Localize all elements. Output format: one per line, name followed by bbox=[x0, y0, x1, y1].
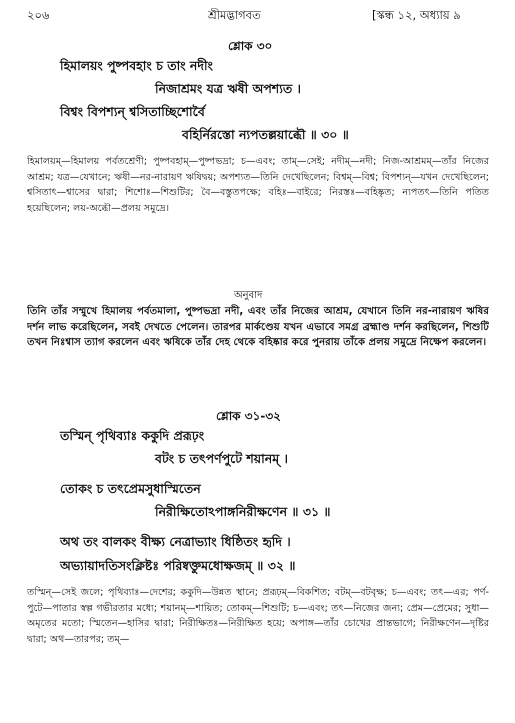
verse-30-line-2: নিজাশ্রমং যত্র ঋষী অপশ্যত । bbox=[155, 81, 302, 96]
verse-31-line-1: তস্মিন্ পৃথিব্যাঃ ককুদি প্ররূঢ়ং bbox=[60, 428, 205, 443]
translation-text: তিনি তাঁর সম্মুখে হিমালয় পর্বতমালা, পুষ্পভদ্রা নদী, এবং তাঁর নিজের আশ্রম, যেখানে তিনি নর-নারায়ণ ঋষির দর্শন লাভ করেছিলেন, সবই দেখতে পেলেন। তারপর মার্কণ্ডেয় যখন এভাবে সমগ্র ব্রহ্মাণ্ড দর্শন করছিলেন, শিশুটি তখন নিঃশ্বাস ত্যাগ করলেন এবং ঋষিকে তাঁর দেহ থেকে বহিষ্কার করে পুনরায় তাঁকে প্রলয় সমুদ্রে নিক্ষেপ করলেন। bbox=[27, 306, 489, 348]
verse-31-line-4: নিরীক্ষিতোঽপাঙ্গনিরীক্ষণেন ॥ ৩১ ॥ bbox=[155, 504, 331, 519]
verse-30-line-1: হিমালয়ং পুষ্পবহাং চ তাং নদীং bbox=[60, 58, 213, 73]
verse-32-line-2: অভ্যায়াদতিসংক্লিষ্টঃ পরিষ্বক্তুমধোক্ষজম্ ॥ ৩২ ॥ bbox=[60, 558, 296, 573]
verse-30-line-4: বহির্নিরস্তো ন্যপতল্লয়াব্ধৌ ॥ ৩০ ॥ bbox=[182, 127, 349, 142]
verse-30-line-3: বিশ্বং বিপশ্যন্ শ্বসিতাচ্ছিশোর্বৈ bbox=[60, 104, 205, 119]
translation-label: অনুবাদ bbox=[234, 290, 263, 301]
verse-31-line-3: তোকং চ তৎপ্রেমসুধাস্মিতেন bbox=[60, 481, 201, 496]
verse-30-synonyms: হিমালয়ম্—হিমালয় পর্বতশ্রেণী; পুষ্পবহাম্—পুষ্পভদ্রা; চ—এবং; তাম্—সেই; নদীম্—নদী; নিজ-আশ্রমম্—তাঁর নিজের আশ্রম; যত্র—যেখানে; ঋষী—নর-নারায়ণ ঋষিদ্বয়; অপশ্যত—তিনি দেখেছিলেন; বিশ্বম্—বিশ্ব; বিপশ্যন্—যখন দেখেছিলেন; শ্বসিতাৎ—শ্বাসের দ্বারা; শিশোঃ—শিশুটির; বৈ—বস্তুতপক্ষে; বহিঃ—বাইরে; নিরস্তঃ—বহিষ্কৃত; ন্যপতৎ—তিনি পতিত হয়েছিলেন; লয়-অব্ধৌ—প্রলয় সমুদ্রে। bbox=[27, 156, 489, 214]
verse-31-32-label: শ্লোক ৩১-৩২ bbox=[216, 409, 281, 423]
page-number: ২০৬ bbox=[27, 8, 50, 22]
chapter-reference: [স্কন্ধ ১২, অধ্যায় ৯ bbox=[372, 8, 461, 22]
book-title: শ্রীমদ্ভাগবত bbox=[208, 8, 261, 22]
verse-31-32-synonyms: তস্মিন্—সেই জলে; পৃথিব্যাঃ—দেশের; ককুদি—উন্নত স্থানে; প্ররূঢ়ম্—বিকশিত; বটম্—বটবৃক্ষ; চ—এবং; তৎ—এর; পর্ণ-পুটে—পাতার স্বল্প গভীরতার মধ্যে; শয়ানম্—শায়িত; তোকম্—শিশুটি; চ—এবং; তৎ—নিজের জন্য; প্রেম—প্রেমের; সুধা—অমৃতের মতো; স্মিতেন—হাসির দ্বারা; নিরীক্ষিতঃ—নিরীক্ষিত হয়ে; অপাঙ্গ—তাঁর চোখের প্রান্তভাগে; নিরীক্ষণেন—দৃষ্টির দ্বারা; অথ—তারপর; তম্— bbox=[27, 587, 489, 645]
verse-31-line-2: বটং চ তৎপর্ণপুটে শয়ানম্ । bbox=[155, 451, 288, 466]
verse-30-label: শ্লোক ৩০ bbox=[228, 39, 273, 53]
verse-32-line-1: অথ তং বালকং বীক্ষ্য নেত্রাভ্যাং ধিষ্ঠিতং হৃদি । bbox=[60, 534, 291, 549]
